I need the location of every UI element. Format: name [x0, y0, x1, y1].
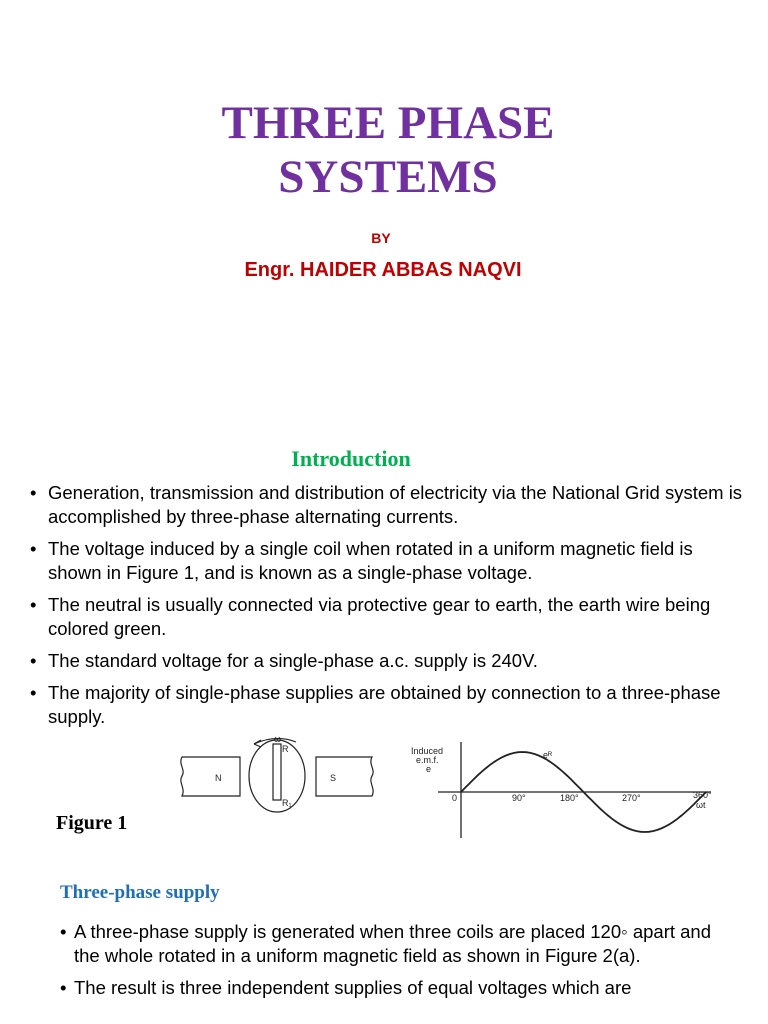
bullet-text: The result is three independent supplies of equal voltages which are [74, 977, 632, 998]
coil-r1-label: R₁ [282, 798, 292, 808]
coil-conductor [273, 744, 281, 800]
x-tick-180: 180° [560, 793, 579, 803]
x-tick-360: 360° [693, 790, 712, 800]
title-line-2: SYSTEMS [278, 151, 498, 203]
list-item [30, 593, 750, 641]
ylabel-line-3: e [426, 764, 432, 774]
emf-plot [411, 742, 712, 838]
bullet-text: The voltage induced by a single coil when rotated in a uniform magnetic field is shown in Figure 1, and is known as a single-phase voltage. [48, 538, 693, 583]
bullet-icon: • [30, 538, 37, 559]
three-phase-bullet-list [60, 920, 740, 1008]
list-item [30, 681, 750, 729]
x-tick-0: 0 [452, 793, 458, 803]
ylabel-line-1: Induced [411, 746, 444, 756]
north-pole-magnet [181, 757, 240, 796]
author-name: Engr. HAIDER ABBAS NAQVI [244, 259, 522, 281]
south-pole-magnet [316, 757, 373, 796]
page-title [0, 96, 768, 204]
title-line-1: THREE PHASE [221, 97, 555, 149]
three-phase-supply-heading: Three-phase supply [60, 882, 220, 903]
introduction-heading: Introduction [291, 446, 411, 471]
coil-r-label: R [282, 744, 289, 754]
magnet-north-label: N [215, 773, 222, 783]
bullet-icon: • [60, 977, 67, 998]
bullet-text: The standard voltage for a single-phase a.c. supply is 240V. [48, 650, 538, 671]
bullet-icon: • [30, 594, 37, 615]
bullet-text: A three-phase supply is generated when three coils are placed 120◦ apart and the whole rotated in a uniform magnetic field as shown in Figure 2(a). [74, 921, 712, 966]
bullet-text: The neutral is usually connected via protective gear to earth, the earth wire being colored green. [48, 594, 711, 639]
figure-1-diagram [176, 734, 736, 844]
bullet-icon: • [60, 921, 67, 942]
list-item [30, 649, 750, 673]
list-item [30, 537, 750, 585]
bullet-icon: • [30, 682, 37, 703]
x-tick-90: 90° [512, 793, 526, 803]
list-item [60, 976, 740, 1000]
introduction-bullet-list [30, 481, 750, 737]
generator-sketch [181, 738, 373, 812]
omega-label: ω [274, 734, 282, 744]
list-item [30, 481, 750, 529]
list-item [60, 920, 740, 968]
bullet-text: Generation, transmission and distribution of electricity via the National Grid system is accomplished by three-phase alternating currents. [48, 482, 743, 527]
figure-1-label: Figure 1 [56, 812, 128, 834]
x-axis-label: ωt [696, 800, 706, 810]
ylabel-line-2: e.m.f. [416, 755, 439, 765]
bullet-text: The majority of single-phase supplies are obtained by connection to a three-phase supply. [48, 682, 721, 727]
by-label: BY [371, 230, 391, 246]
bullet-icon: • [30, 650, 37, 671]
curve-label: eᴿ [543, 750, 553, 760]
x-tick-270: 270° [622, 793, 641, 803]
bullet-icon: • [30, 482, 37, 503]
magnet-south-label: S [330, 773, 337, 783]
